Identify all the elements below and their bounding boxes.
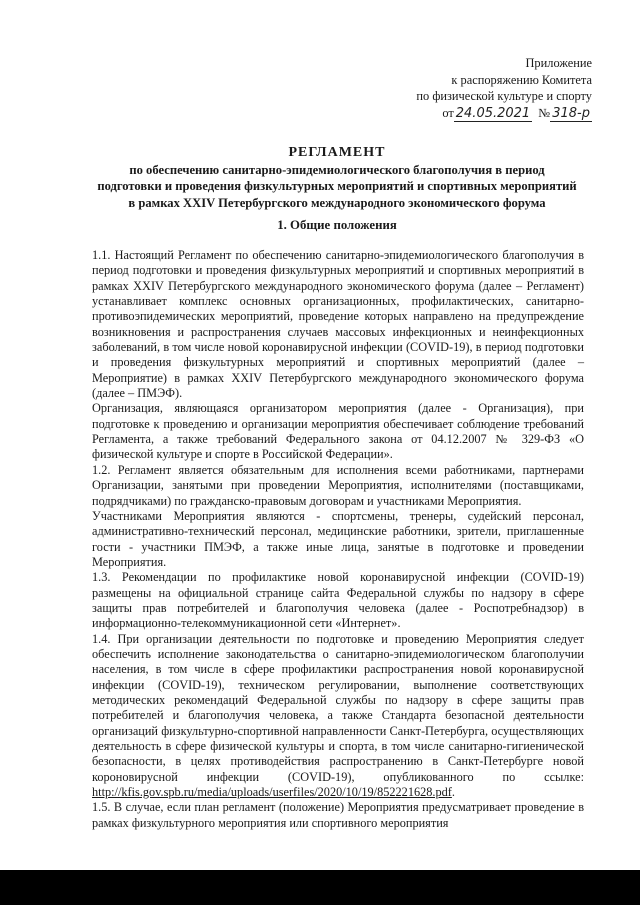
approval-line-3: по физической культуре и спорту xyxy=(416,89,592,103)
paragraph-1-1: 1.1. Настоящий Регламент по обеспечению санитарно-эпидемиологического благополучия в период подготовки и проведения физкультурных мероприятий и спортивных мероприятий в рамках XXIV Петербургского международного экономического форума (далее – Регламент) устанавливает комплекс основных организационных, профилактических, санитарно-противоэпидемических мероприятий, проведение которых направлено на предупреждение возникновения и распространения случаев массовых инфекционных и неинфекционных заболеваний, в том числе новой коронавирусной инфекции (COVID-19), в период подготовки и проведения физкультурных мероприятий и спортивных мероприятий (далее – Мероприятие) в рамках XXIV Петербургского международного экономического форума (далее – ПМЭФ). xyxy=(92,248,584,401)
paragraph-1-2: 1.2. Регламент является обязательным для исполнения всеми работниками, партнерами Организации, занятыми при проведении Мероприятия, исполнителями (поставщиками, подрядчиками) по гражданско-правовым договорам и участниками Мероприятия. xyxy=(92,462,584,508)
paragraph-1-4-end: . xyxy=(451,785,455,800)
handwritten-number: 318-р xyxy=(552,105,590,121)
document-title xyxy=(92,144,582,211)
scan-border xyxy=(0,870,640,905)
kfis-link[interactable]: http://kfis.gov.spb.ru/media/uploads/userfiles/2020/10/19/852221628.pdf xyxy=(92,785,452,800)
paragraph-1-4 xyxy=(92,632,584,801)
paragraph-participants: Участниками Мероприятия являются - спортсмены, тренеры, судейский персонал, административно-технический персонал, медицинские работники, зрители, приглашенные гости - участники ПМЭФ, а также иные лица, занятые в подготовке и проведении Мероприятия. xyxy=(92,508,584,569)
paragraph-1-4-text: 1.4. При организации деятельности по подготовке и проведению Мероприятия следует обеспечить исполнение законодательства о санитарно-эпидемиологическом благополучии населения, в том числе в сфере профилактики распространения новой коронавирусной инфекции (COVID-19), техническом регулировании, выполнение соответствующих методических рекомендаций Федеральной службы по надзору в сфере защиты прав потребителей и благополучия человека, а также Стандарта безопасной деятельности организаций физкультурно-спортивной направленности Санкт-Петербурга, осуществляющих деятельность в сфере физической культуры и спорта, в том числе санитарно-гигиенической безопасности, в целях противодействия распространению в Санкт-Петербурге новой короновирусной инфекции (COVID-19), опубликованного по ссылке: xyxy=(92,631,584,784)
handwritten-date: 24.05.2021 xyxy=(455,105,531,121)
title-main: РЕГЛАМЕНТ xyxy=(288,145,386,160)
title-sub-1: по обеспечению санитарно-эпидемиологического благополучия в период xyxy=(129,163,545,177)
approval-line-2: к распоряжению Комитета xyxy=(451,72,592,87)
title-sub-2: подготовки и проведения физкультурных мероприятий и спортивных мероприятий xyxy=(97,179,577,194)
approval-block xyxy=(416,55,592,122)
paragraph-1-3: 1.3. Рекомендации по профилактике новой коронавирусной инфекции (COVID-19) размещены на официальной странице сайта Федеральной службы по надзору в сфере защиты прав потребителей и благополучия человека (далее - Роспотребнадзор) в информационно-телекоммуникационной сети «Интернет». xyxy=(92,570,584,631)
number-prefix: № xyxy=(538,105,551,120)
title-sub-3: в рамках XXIV Петербургского международного экономического форума xyxy=(128,195,546,210)
approval-line-1: Приложение xyxy=(525,56,592,70)
approval-date-line xyxy=(416,105,592,123)
section-heading: 1. Общие положения xyxy=(277,218,397,232)
paragraph-1-5: 1.5. В случае, если план регламент (положение) Мероприятия предусматривает проведение в рамках физкультурного мероприятия или спортивного мероприятия xyxy=(92,800,584,830)
date-prefix: от xyxy=(442,105,454,120)
paragraph-organization: Организация, являющаяся организатором мероприятия (далее - Организация), при подготовке к проведению и организации мероприятия обеспечивает соблюдение требований Регламента, а также требований Федерального закона от 04.12.2007 № 329-ФЗ «О физической культуре и спорте в Российской Федерации». xyxy=(92,401,584,462)
document-body xyxy=(92,240,584,831)
